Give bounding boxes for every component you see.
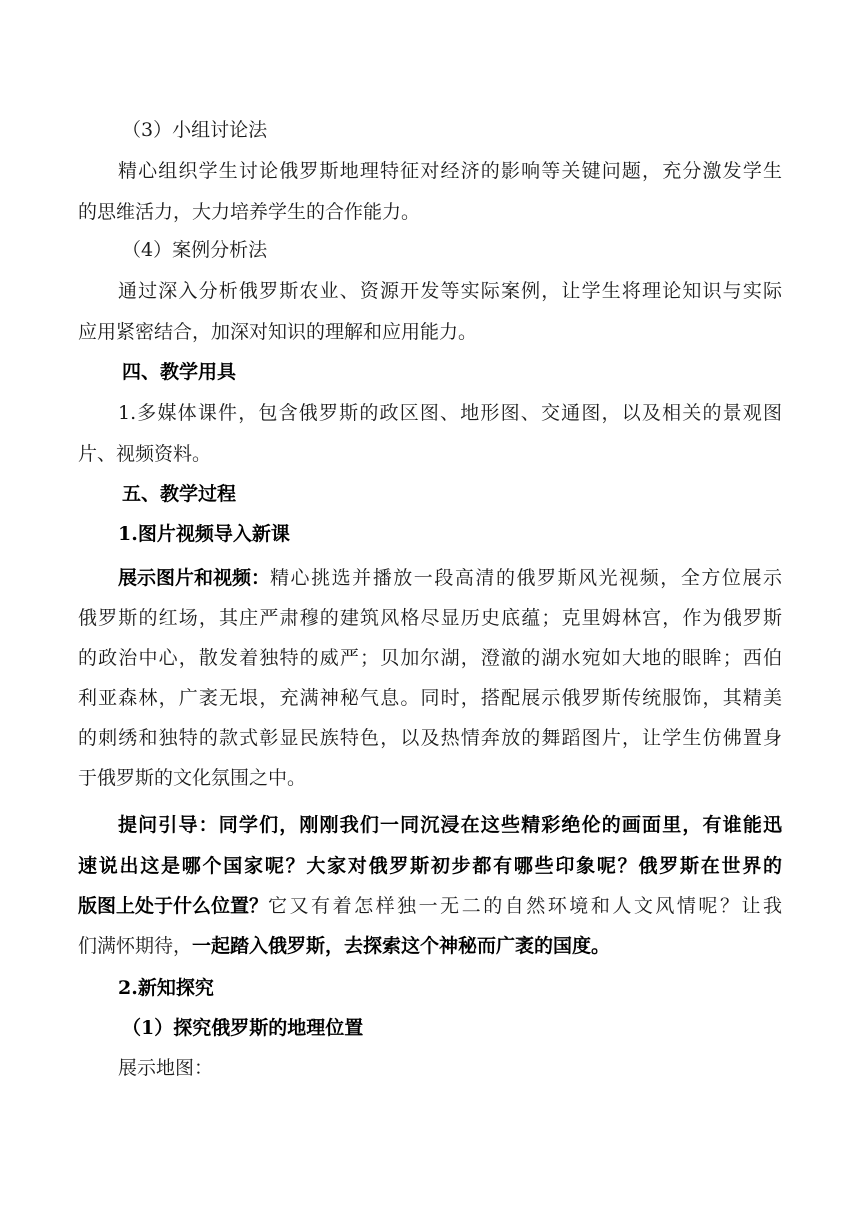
tools-body-line-2: 片、视频资料。 [78,443,212,465]
show-body-line-2: 俄罗斯的红场，其庄严肃穆的建筑风格尽显历史底蕴；克里姆林宫，作为俄罗斯 [78,607,782,629]
part-5-title: 五、教学过程 [122,483,237,505]
question-line-4-rest: 们满怀期待， [78,935,193,957]
section-3-body-line-2: 的思维活力，大力培养学生的合作能力。 [78,201,421,223]
tools-body-line-1: 1.多媒体课件，包含俄罗斯的政区图、地形图、交通图，以及相关的景观图 [118,402,782,424]
show-label: 展示图片和视频： [118,567,271,589]
step-2-title: 2.新知探究 [118,977,214,999]
show-body-line-4: 利亚森林，广袤无垠，充满神秘气息。同时，搭配展示俄罗斯传统服饰，其精美 [78,687,782,709]
show-paragraph-line-1 [118,558,782,598]
question-line-3-rest: 它又有着怎样独一无二的自然环境和人文风情呢？让我 [268,895,782,917]
show-body-line-5: 的刺绣和独特的款式彰显民族特色，以及热情奔放的舞蹈图片，让学生仿佛置身 [78,727,782,749]
question-line-3 [78,886,782,926]
section-4-body-line-2: 应用紧密结合，加深对知识的理解和应用能力。 [78,321,478,343]
question-line-2: 速说出这是哪个国家呢？大家对俄罗斯初步都有哪些印象呢？俄罗斯在世界的 [78,855,782,877]
section-3-heading: （3）小组讨论法 [122,119,268,141]
sub-1-title: （1）探究俄罗斯的地理位置 [122,1017,364,1039]
question-line-4-bold: 一起踏入俄罗斯，去探索这个神秘而广袤的国度。 [192,935,611,957]
section-4-body-line-1: 通过深入分析俄罗斯农业、资源开发等实际案例，让学生将理论知识与实际 [118,280,782,302]
part-4-title: 四、教学用具 [122,361,237,383]
show-body-line-1: 精心挑选并播放一段高清的俄罗斯风光视频，全方位展示 [270,567,782,589]
question-line-4 [78,926,782,966]
show-map-text: 展示地图： [118,1057,214,1079]
section-3-body-line-1: 精心组织学生讨论俄罗斯地理特征对经济的影响等关键问题，充分激发学生 [118,160,782,182]
step-1-title: 1.图片视频导入新课 [118,523,290,545]
section-4-heading: （4）案例分析法 [122,239,268,261]
question-line-3-bold: 版图上处于什么位置？ [78,895,269,917]
show-body-line-6: 于俄罗斯的文化氛围之中。 [78,767,307,789]
show-body-line-3: 的政治中心，散发着独特的威严；贝加尔湖，澄澈的湖水宛如大地的眼眸；西伯 [78,647,782,669]
question-line-1: 提问引导：同学们，刚刚我们一同沉浸在这些精彩绝伦的画面里，有谁能迅 [118,814,782,836]
